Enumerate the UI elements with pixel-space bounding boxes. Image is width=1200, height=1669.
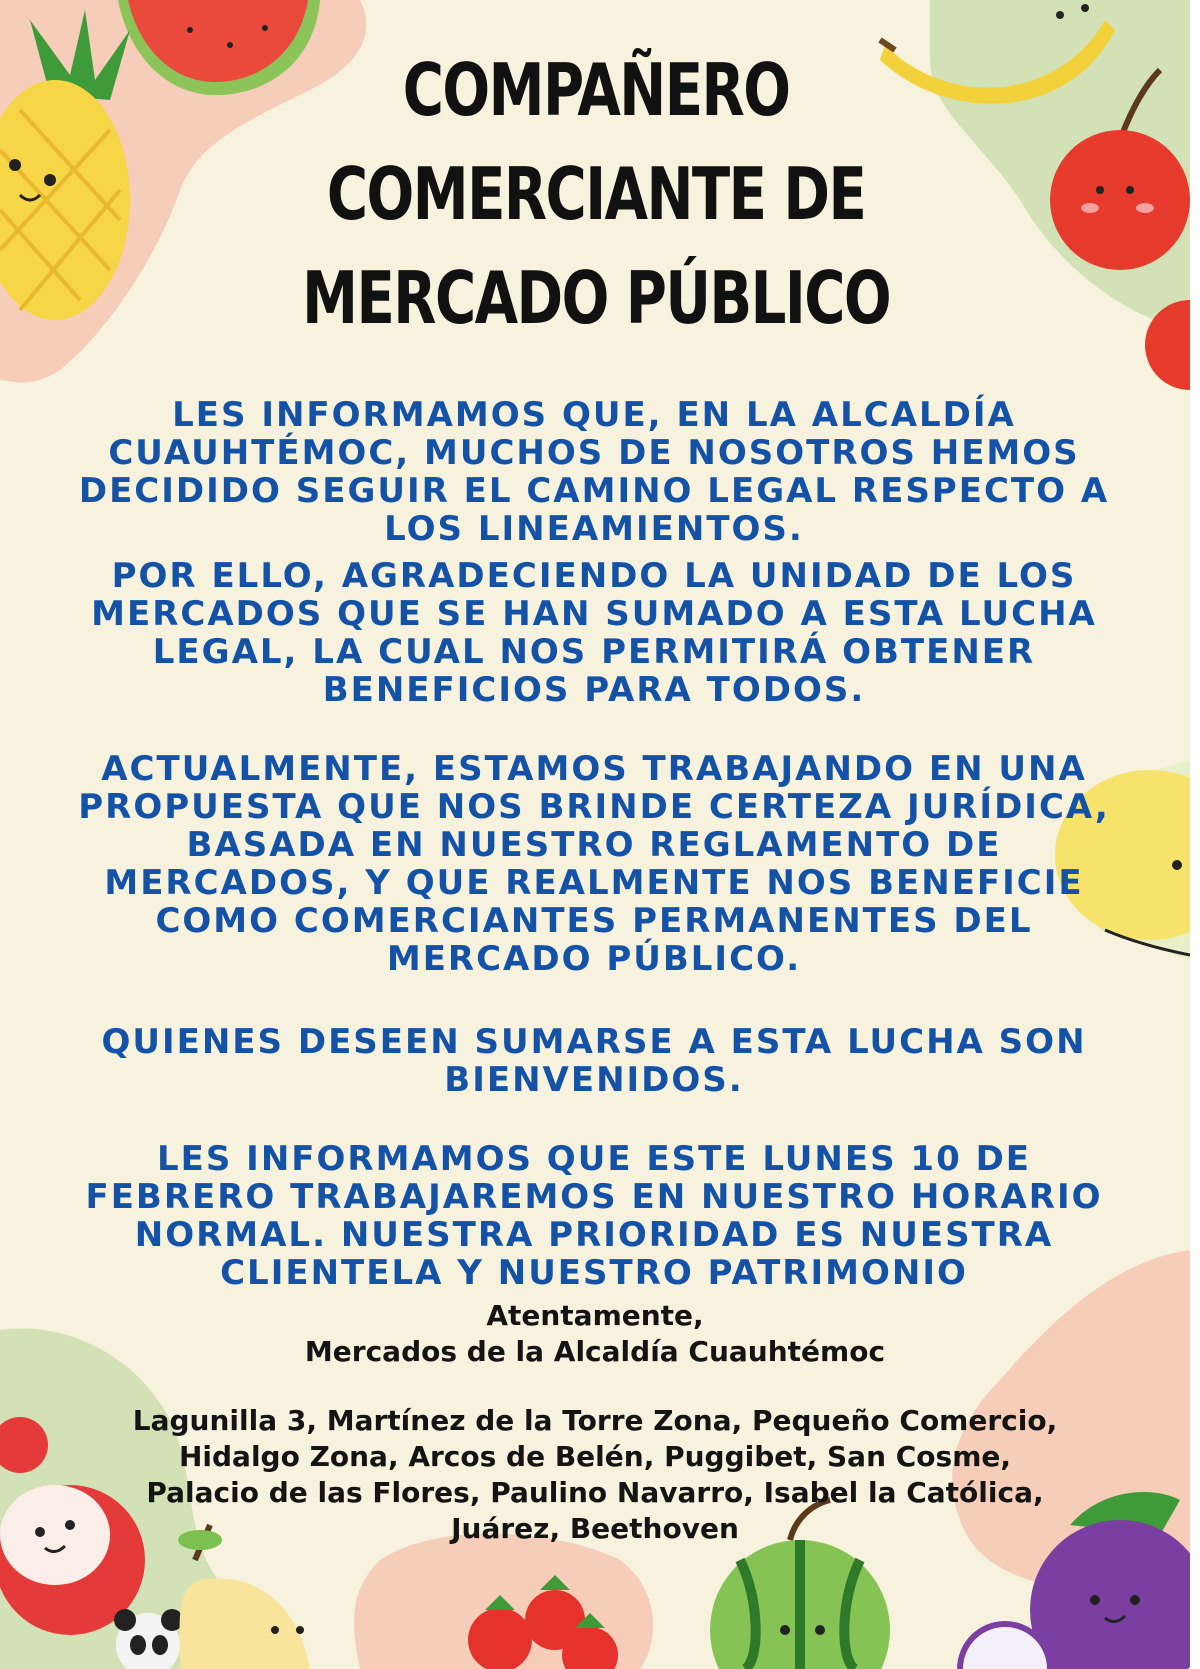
paragraph-line: QUIENES DESEEN SUMARSE A ESTA LUCHA SON (101, 1022, 1087, 1062)
right-border (1190, 0, 1200, 1669)
paragraph-schedule (4, 1140, 1184, 1292)
paragraph-line: LES INFORMAMOS QUE, EN LA ALCALDÍA (172, 395, 1016, 435)
paragraph-line: BIENVENIDOS. (444, 1060, 744, 1100)
paragraph-line: BASADA EN NUESTRO REGLAMENTO DE (186, 825, 1002, 865)
markets-line: Hidalgo Zona, Arcos de Belén, Puggibet, San Cosme, (178, 1440, 1012, 1473)
paragraph-line: MERCADOS QUE SE HAN SUMADO A ESTA LUCHA (91, 594, 1097, 634)
signature-line: Atentamente, (486, 1299, 704, 1332)
paragraph-proposal (4, 750, 1184, 978)
paragraph-line: LEGAL, LA CUAL NOS PERMITIRÁ OBTENER (152, 632, 1036, 672)
signature-line: Mercados de la Alcaldía Cuauhtémoc (304, 1335, 886, 1368)
markets-line: Juárez, Beethoven (451, 1512, 739, 1545)
paragraph-line: MERCADOS, Y QUE REALMENTE NOS BENEFICIE (104, 863, 1084, 903)
title-line: COMPAÑERO (402, 48, 790, 132)
markets-line: Palacio de las Flores, Paulino Navarro, Isabel la Católica, (146, 1476, 1044, 1509)
paragraph-unity (4, 557, 1184, 709)
paragraph-line: CUAUHTÉMOC, MUCHOS DE NOSOTROS HEMOS (108, 433, 1080, 473)
title-line: COMERCIANTE DE (326, 152, 866, 236)
paragraph-legal-path (4, 396, 1184, 548)
paragraph-line: CLIENTELA Y NUESTRO PATRIMONIO (220, 1253, 968, 1293)
paragraph-line: PROPUESTA QUE NOS BRINDE CERTEZA JURÍDICA, (78, 787, 1110, 827)
paragraph-welcome (4, 1023, 1184, 1099)
markets-line: Lagunilla 3, Martínez de la Torre Zona, Pequeño Comercio, (132, 1404, 1058, 1437)
paragraph-line: COMO COMERCIANTES PERMANENTES DEL (155, 901, 1033, 941)
paragraph-line: POR ELLO, AGRADECIENDO LA UNIDAD DE LOS (111, 556, 1077, 596)
paragraph-line: ACTUALMENTE, ESTAMOS TRABAJANDO EN UNA (101, 749, 1087, 789)
markets-list (30, 1403, 1160, 1547)
paragraph-line: LOS LINEAMIENTOS. (384, 509, 804, 549)
paragraph-line: BENEFICIOS PARA TODOS. (322, 670, 866, 710)
paragraph-line: MERCADO PÚBLICO. (386, 939, 802, 979)
paragraph-line: DECIDIDO SEGUIR EL CAMINO LEGAL RESPECTO A (78, 471, 1110, 511)
paragraph-line: LES INFORMAMOS QUE ESTE LUNES 10 DE (156, 1139, 1032, 1179)
paragraph-line: FEBRERO TRABAJAREMOS EN NUESTRO HORARIO (85, 1177, 1103, 1217)
title-line: MERCADO PÚBLICO (302, 256, 891, 340)
page-title (132, 38, 1060, 350)
paragraph-line: NORMAL. NUESTRA PRIORIDAD ES NUESTRA (134, 1215, 1054, 1255)
signature (0, 1298, 1190, 1370)
